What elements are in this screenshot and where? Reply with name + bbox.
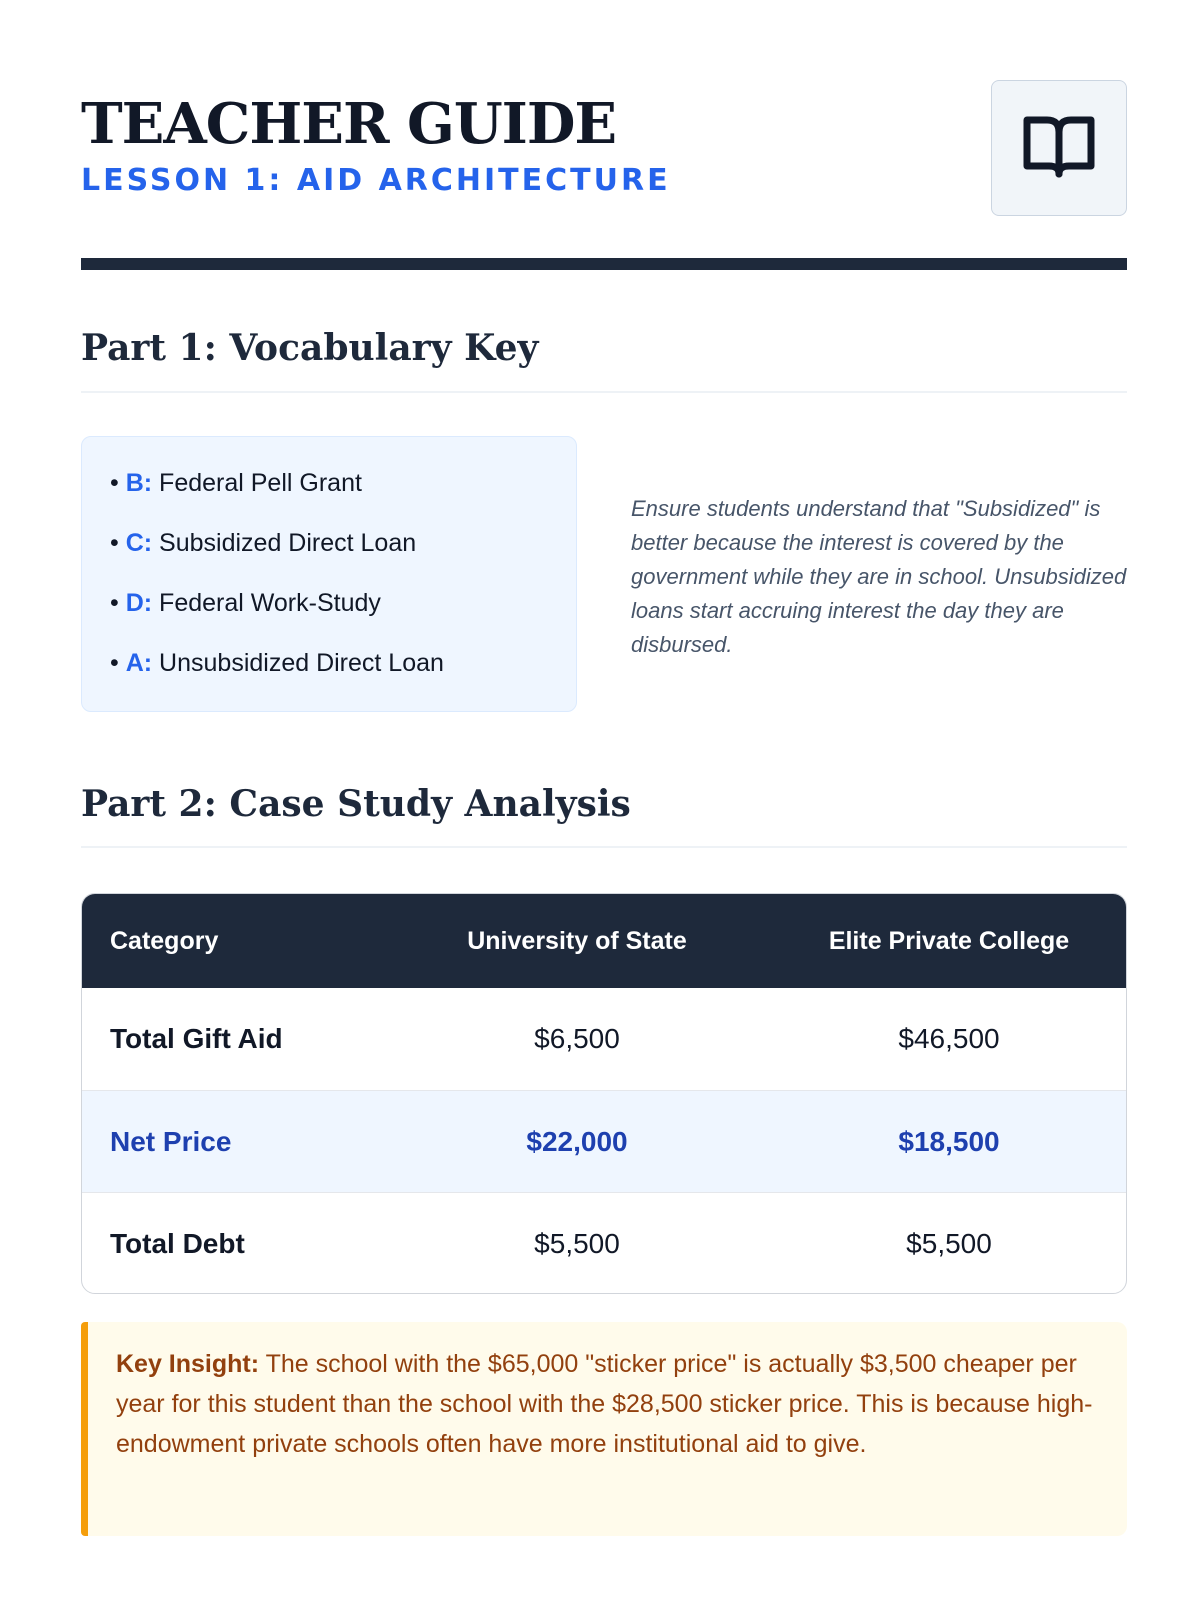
table-row (82, 1192, 1127, 1294)
key-insight-body: The school with the $65,000 "sticker price" is actually $3,500 cheaper per year for this student than the school with the $28,500 sticker price. This is because high-endowment private schools often have more institutional aid to give. (116, 1350, 1093, 1458)
table-cell: $5,500 (534, 1228, 620, 1259)
table-row (82, 988, 1127, 1090)
column-header-university-of-state: University of State (467, 927, 687, 955)
vocab-letter: C: (125, 529, 153, 557)
lesson-subtitle: LESSON 1: AID ARCHITECTURE (81, 163, 671, 198)
key-insight-callout (81, 1322, 1127, 1536)
part2-heading: Part 2: Case Study Analysis (81, 783, 631, 825)
table-header (82, 894, 1127, 988)
open-book-icon (1021, 114, 1097, 182)
row-label: Total Debt (110, 1228, 245, 1259)
table-row-net-price (82, 1090, 1127, 1192)
book-icon-box (991, 80, 1127, 216)
teacher-note: Ensure students understand that "Subsidized" is better because the interest is covered by the government while they are in school. Unsubsidized loans start accruing interest the day they are disbursed. (631, 496, 1127, 657)
vocab-letter: B: (125, 469, 153, 497)
table-cell: $18,500 (898, 1126, 1000, 1157)
header-divider (81, 258, 1127, 270)
column-header-category: Category (110, 927, 219, 955)
part1-heading: Part 1: Vocabulary Key (81, 327, 539, 369)
teacher-guide-page (81, 0, 1127, 1600)
vocab-letter: D: (125, 589, 153, 617)
key-insight-text (116, 1344, 1116, 1464)
table-cell: $6,500 (534, 1023, 620, 1054)
table-cell: $22,000 (526, 1126, 628, 1157)
key-insight-label: Key Insight: (116, 1350, 260, 1378)
vocab-term: Unsubsidized Direct Loan (159, 649, 444, 677)
case-study-table (81, 893, 1127, 1294)
header (81, 80, 1127, 220)
part1-divider (81, 391, 1127, 393)
row-label: Net Price (110, 1126, 232, 1157)
vocab-letter: A: (125, 649, 153, 677)
vocabulary-key-box (81, 436, 577, 712)
vocab-item: • D: Federal Work-Study (110, 589, 381, 617)
vocab-item: • A: Unsubsidized Direct Loan (110, 649, 444, 677)
vocab-term: Federal Pell Grant (159, 469, 362, 497)
column-header-elite-private-college: Elite Private College (828, 927, 1070, 955)
row-label: Total Gift Aid (110, 1023, 283, 1054)
vocab-term: Subsidized Direct Loan (159, 529, 417, 557)
table-cell: $46,500 (898, 1023, 1000, 1054)
page-title: TEACHER GUIDE (81, 91, 617, 157)
vocab-item: • C: Subsidized Direct Loan (110, 529, 417, 557)
vocab-term: Federal Work-Study (159, 589, 381, 617)
part2-divider (81, 846, 1127, 848)
vocab-item: • B: Federal Pell Grant (110, 469, 362, 497)
table-cell: $5,500 (906, 1228, 992, 1259)
